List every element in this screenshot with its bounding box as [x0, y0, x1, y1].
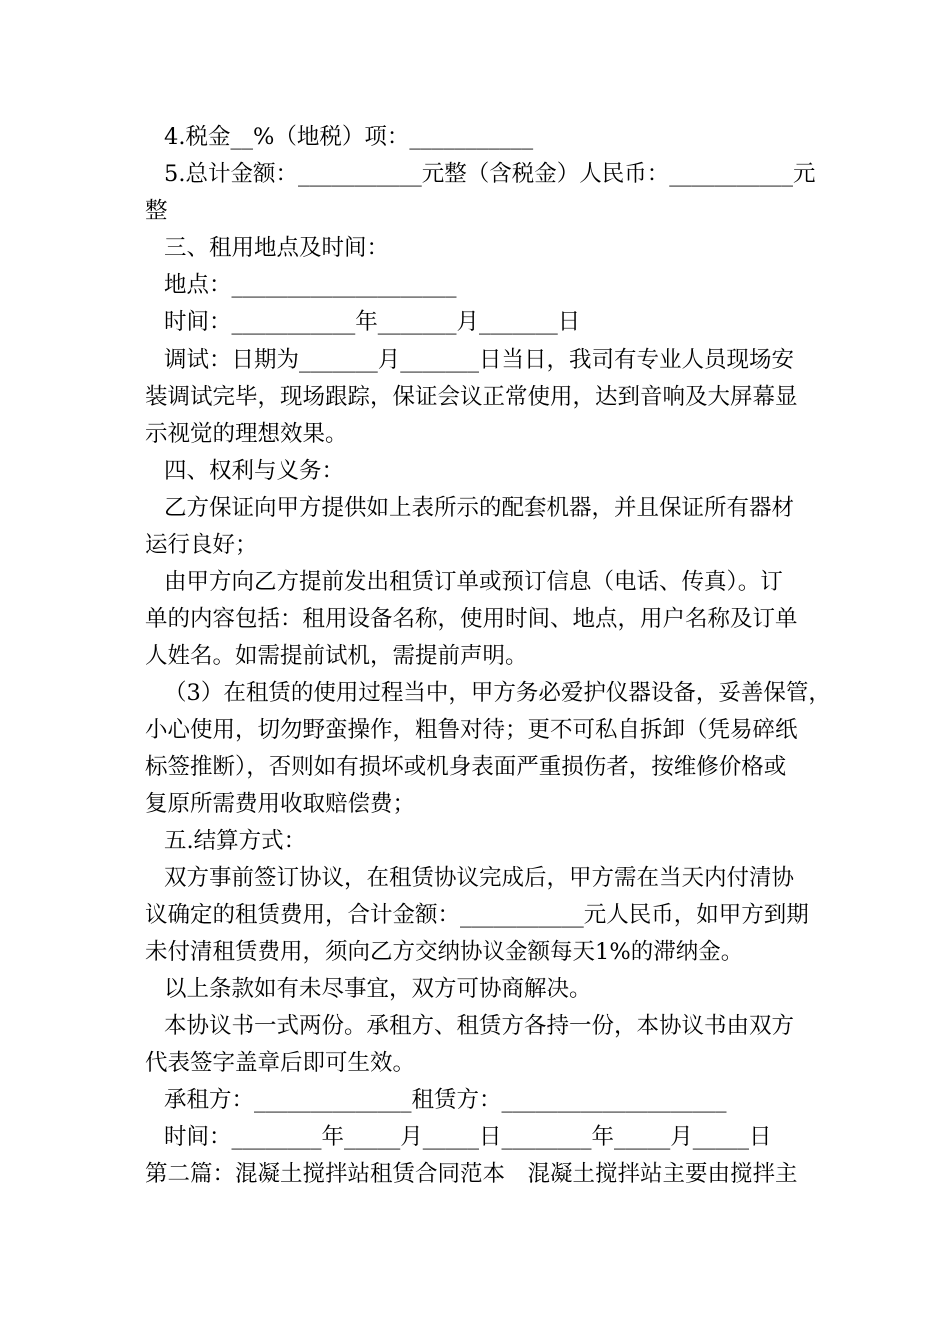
location-line: 地点：____________________ — [164, 272, 457, 298]
paragraph-line: 示视觉的理想效果。 — [145, 421, 348, 447]
paragraph-line: 标签推断），否则如有损坏或机身表面严重损伤者，按维修价格或 — [145, 754, 787, 780]
paragraph-line: 以上条款如有未尽事宜，双方可协商解决。 — [164, 976, 592, 1002]
paragraph-line: 小心使用，切勿野蛮操作，粗鲁对待；更不可私自拆卸（凭易碎纸 — [145, 717, 798, 743]
signature-line: 承租方：______________租赁方：____________________ — [164, 1087, 727, 1113]
signature-date-line: 时间：________年_____月_____日________年_____月_____日 — [164, 1124, 772, 1150]
paragraph-line: 双方事前签订协议，在租赁协议完成后，甲方需在当天内付清协 — [164, 865, 795, 891]
paragraph-line: 人姓名。如需提前试机，需提前声明。 — [145, 643, 528, 669]
section-5-heading: 五.结算方式： — [164, 828, 307, 854]
total-amount-line-continued: 整 — [145, 198, 168, 224]
paragraph-line: 未付清租赁费用，须向乙方交纳协议金额每天1%的滞纳金。 — [145, 939, 744, 965]
paragraph-line: 复原所需费用收取赔偿费； — [145, 791, 416, 817]
paragraph-line: 代表签字盖章后即可生效。 — [145, 1050, 416, 1076]
section-3-heading: 三、租用地点及时间： — [164, 235, 390, 261]
paragraph-line: 议确定的租赁费用，合计金额：___________元人民币，如甲方到期 — [145, 902, 809, 928]
paragraph-line: 本协议书一式两份。承租方、租赁方各持一份，本协议书由双方 — [164, 1013, 795, 1039]
tax-line: 4.税金__%（地税）项：___________ — [164, 124, 534, 150]
total-amount-line: 5.总计金额：___________元整（含税金）人民币：___________元 — [164, 161, 816, 187]
section-4-heading: 四、权利与义务： — [164, 458, 345, 484]
paragraph-line: 装调试完毕，现场跟踪，保证会议正常使用，达到音响及大屏幕显 — [145, 384, 798, 410]
paragraph-line: 运行良好； — [145, 532, 258, 558]
time-line: 时间：___________年_______月_______日 — [164, 309, 581, 335]
paragraph-line: 乙方保证向甲方提供如上表所示的配套机器，并且保证所有器材 — [164, 495, 795, 521]
paragraph-line: 单的内容包括：租用设备名称，使用时间、地点，用户名称及订单 — [145, 606, 798, 632]
next-article-heading: 第二篇：混凝土搅拌站租赁合同范本 混凝土搅拌站主要由搅拌主 — [145, 1161, 798, 1187]
paragraph-line: 由甲方向乙方提前发出租赁订单或预订信息（电话、传真）。订 — [164, 569, 783, 595]
paragraph-line: 调试：日期为_______月_______日当日，我司有专业人员现场安 — [164, 347, 795, 373]
paragraph-line: （3）在租赁的使用过程当中，甲方务必爱护仪器设备，妥善保管， — [164, 680, 831, 706]
